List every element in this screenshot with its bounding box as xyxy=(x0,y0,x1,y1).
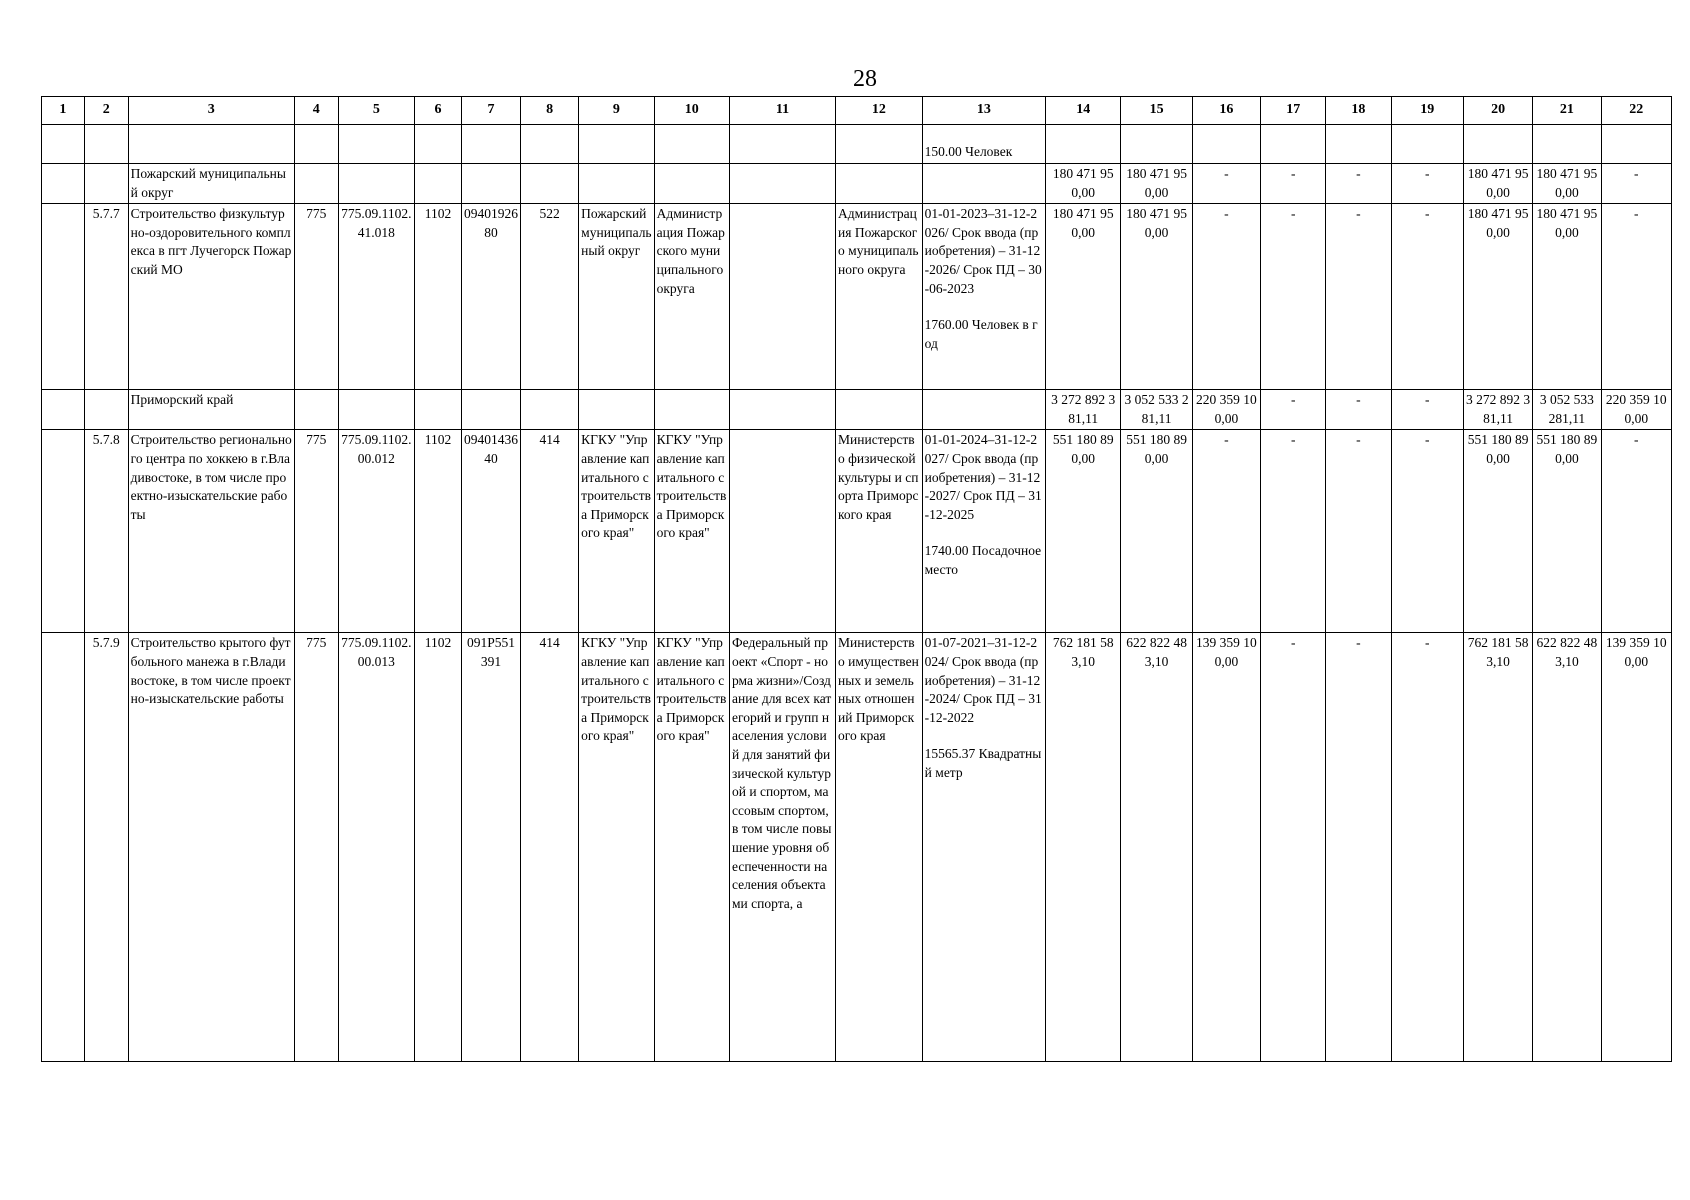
capacity-text: 1740.00 Посадочное место xyxy=(924,543,1042,577)
table-row xyxy=(42,430,1672,633)
cell-col-8 xyxy=(521,164,579,204)
cell-col-3 xyxy=(128,164,294,204)
cell-text: - xyxy=(1290,166,1296,181)
cell-text: - xyxy=(1424,392,1430,408)
cell-col-14 xyxy=(1046,125,1121,164)
cell-col-3 xyxy=(128,204,294,390)
cell-col-5 xyxy=(338,633,414,1062)
cell-col-7 xyxy=(461,390,520,430)
cell-col-9 xyxy=(579,164,654,204)
cell-text: 775 xyxy=(306,206,327,222)
cell-col-10 xyxy=(654,204,729,390)
cell-text: 551 180 890,00 xyxy=(1467,432,1529,466)
cell-text: КГКУ "Управление капитального строительства Приморского края" xyxy=(656,432,727,541)
cell-col-14 xyxy=(1046,430,1121,633)
cell-text: 414 xyxy=(539,635,560,651)
cell-col-7 xyxy=(461,204,520,390)
cell-text: - xyxy=(1290,392,1296,408)
cell-text: - xyxy=(1356,432,1361,448)
cell-text: - xyxy=(1424,206,1430,222)
cell-col-12 xyxy=(836,204,923,390)
cell-text: 01-01-2023–31-12-2026/ Срок ввода (приобретения) – 31-12-2026/ Срок ПД – 30-06-2023 xyxy=(924,206,1042,296)
cell-text: - xyxy=(1634,166,1639,181)
cell-col-15 xyxy=(1121,633,1192,1062)
cell-col-18 xyxy=(1326,125,1391,164)
cell-col-21 xyxy=(1533,125,1601,164)
column-header-1: 1 xyxy=(42,97,85,125)
column-header-7: 7 xyxy=(461,97,520,125)
cell-text: 3 272 892 381,11 xyxy=(1466,392,1531,426)
column-header-20: 20 xyxy=(1463,97,1532,125)
cell-text: 01-07-2021–31-12-2024/ Срок ввода (приобретения) – 31-12-2024/ Срок ПД – 31-12-2022 xyxy=(924,635,1042,725)
column-header-6: 6 xyxy=(415,97,462,125)
cell-col-11 xyxy=(730,430,836,633)
cell-text: - xyxy=(1356,635,1361,651)
cell-col-6 xyxy=(415,125,462,164)
cell-col-3 xyxy=(128,390,294,430)
cell-text: Министерство физической культуры и спорта Приморского края xyxy=(838,432,919,522)
cell-text: 775 xyxy=(306,432,327,448)
cell-text: 775.09.1102.00.013 xyxy=(341,635,412,669)
subtotal-row xyxy=(42,164,1672,204)
column-header-12: 12 xyxy=(836,97,923,125)
cell-col-7 xyxy=(461,164,520,204)
cell-col-6 xyxy=(415,390,462,430)
cell-text: Администрация Пожарского муниципального округа xyxy=(656,206,725,296)
cell-col-1 xyxy=(42,390,85,430)
cell-col-5 xyxy=(338,164,414,204)
cell-col-2 xyxy=(84,390,128,430)
cell-text: Пожарский муниципальный округ xyxy=(581,206,652,259)
cell-col-9 xyxy=(579,430,654,633)
cell-col-14 xyxy=(1046,164,1121,204)
cell-col-9 xyxy=(579,633,654,1062)
cell-col-8 xyxy=(521,430,579,633)
cell-col-17 xyxy=(1261,430,1326,633)
cell-text: 180 471 950,00 xyxy=(1536,206,1598,240)
cell-text: - xyxy=(1290,206,1296,222)
cell-col-3 xyxy=(128,125,294,164)
cell-col-20 xyxy=(1463,430,1532,633)
cell-col-14 xyxy=(1046,390,1121,430)
cell-text: 775 xyxy=(306,635,327,651)
budget-table xyxy=(41,96,1672,1062)
subtotal-row xyxy=(42,390,1672,430)
cell-text: 775.09.1102.41.018 xyxy=(341,206,412,240)
cell-col-2 xyxy=(84,430,128,633)
column-header-13: 13 xyxy=(922,97,1045,125)
cell-col-18 xyxy=(1326,430,1391,633)
cell-text: - xyxy=(1290,432,1296,448)
cell-text: 762 181 583,10 xyxy=(1052,635,1114,669)
cell-col-10 xyxy=(654,430,729,633)
cell-col-4 xyxy=(294,430,338,633)
cell-text: 762 181 583,10 xyxy=(1467,635,1529,669)
cell-col-3 xyxy=(128,633,294,1062)
header-row xyxy=(42,97,1672,125)
cell-col-15 xyxy=(1121,390,1192,430)
cell-col-4 xyxy=(294,125,338,164)
cell-text: - xyxy=(1424,635,1430,651)
column-header-14: 14 xyxy=(1046,97,1121,125)
cell-col-22 xyxy=(1601,430,1671,633)
cell-col-12 xyxy=(836,125,923,164)
cell-text: 1102 xyxy=(424,206,452,222)
cell-col-1 xyxy=(42,430,85,633)
table-row xyxy=(42,125,1672,164)
cell-col-11 xyxy=(730,164,836,204)
cell-text: 1102 xyxy=(424,432,452,448)
cell-col-19 xyxy=(1391,125,1463,164)
cell-text: 551 180 890,00 xyxy=(1052,432,1114,466)
table-row xyxy=(42,204,1672,390)
cell-col-16 xyxy=(1192,633,1260,1062)
column-header-10: 10 xyxy=(654,97,729,125)
cell-col-22 xyxy=(1601,633,1671,1062)
cell-col-13 xyxy=(922,633,1045,1062)
cell-text: - xyxy=(1424,432,1430,448)
capacity-text: 15565.37 Квадратный метр xyxy=(924,746,1042,780)
column-header-18: 18 xyxy=(1326,97,1391,125)
cell-col-4 xyxy=(294,633,338,1062)
cell-col-19 xyxy=(1391,164,1463,204)
cell-col-21 xyxy=(1533,633,1601,1062)
cell-col-16 xyxy=(1192,204,1260,390)
cell-text: 5.7.7 xyxy=(92,206,120,222)
cell-col-1 xyxy=(42,125,85,164)
cell-col-7 xyxy=(461,633,520,1062)
cell-text: 180 471 950,00 xyxy=(1126,206,1187,240)
cell-col-14 xyxy=(1046,633,1121,1062)
column-header-8: 8 xyxy=(521,97,579,125)
cell-text: 1102 xyxy=(424,635,452,651)
cell-col-2 xyxy=(84,204,128,390)
cell-text: КГКУ "Управление капитального строительства Приморского края" xyxy=(581,432,652,541)
column-header-2: 2 xyxy=(84,97,128,125)
cell-text: Пожарский муниципальный округ xyxy=(130,166,286,200)
cell-col-18 xyxy=(1326,164,1391,204)
cell-text: Федеральный проект «Спорт - норма жизни»/Создание для всех категорий и групп населения условий для занятий физической культурой и спортом, массовым спортом, в том числе повышение уровня обеспеченности населения объектами спорта, а xyxy=(732,635,832,911)
cell-col-16 xyxy=(1192,164,1260,204)
cell-col-17 xyxy=(1261,204,1326,390)
cell-col-13 xyxy=(922,390,1045,430)
cell-text: - xyxy=(1634,432,1639,448)
cell-col-20 xyxy=(1463,204,1532,390)
cell-col-12 xyxy=(836,633,923,1062)
cell-col-17 xyxy=(1261,390,1326,430)
cell-col-13 xyxy=(922,430,1045,633)
column-header-5: 5 xyxy=(338,97,414,125)
cell-col-21 xyxy=(1533,204,1601,390)
cell-text: КГКУ "Управление капитального строительства Приморского края" xyxy=(656,635,727,744)
cell-col-11 xyxy=(730,633,836,1062)
cell-text: 775.09.1102.00.012 xyxy=(341,432,412,466)
cell-col-21 xyxy=(1533,430,1601,633)
cell-col-13 xyxy=(922,164,1045,204)
cell-col-4 xyxy=(294,390,338,430)
cell-col-6 xyxy=(415,633,462,1062)
cell-col-1 xyxy=(42,164,85,204)
cell-col-15 xyxy=(1121,164,1192,204)
cell-text: 01-01-2024–31-12-2027/ Срок ввода (приобретения) – 31-12-2027/ Срок ПД – 31-12-2025 xyxy=(924,432,1042,522)
cell-col-6 xyxy=(415,204,462,390)
cell-text: КГКУ "Управление капитального строительства Приморского края" xyxy=(581,635,652,744)
cell-col-22 xyxy=(1601,390,1671,430)
cell-col-15 xyxy=(1121,430,1192,633)
cell-col-9 xyxy=(579,125,654,164)
cell-text: Администрация Пожарского муниципального округа xyxy=(838,206,919,277)
capacity-text: 1760.00 Человек в год xyxy=(924,317,1038,351)
cell-col-18 xyxy=(1326,390,1391,430)
cell-col-15 xyxy=(1121,125,1192,164)
column-header-3: 3 xyxy=(128,97,294,125)
cell-col-11 xyxy=(730,390,836,430)
table-row xyxy=(42,633,1672,1062)
cell-text: 0940143640 xyxy=(464,432,519,466)
cell-text: - xyxy=(1290,635,1296,651)
cell-col-7 xyxy=(461,430,520,633)
cell-col-3 xyxy=(128,430,294,633)
cell-text: 091P551391 xyxy=(467,635,516,669)
cell-col-15 xyxy=(1121,204,1192,390)
cell-text: 180 471 950,00 xyxy=(1126,166,1187,200)
cell-text: 0940192680 xyxy=(464,206,519,240)
cell-text: 551 180 890,00 xyxy=(1126,432,1187,466)
cell-col-12 xyxy=(836,430,923,633)
column-header-16: 16 xyxy=(1192,97,1260,125)
cell-col-20 xyxy=(1463,390,1532,430)
cell-col-20 xyxy=(1463,164,1532,204)
cell-text: Министерство имущественных и земельных отношений Приморского края xyxy=(838,635,919,744)
cell-text: 622 822 483,10 xyxy=(1126,635,1187,669)
column-header-9: 9 xyxy=(579,97,654,125)
cell-col-17 xyxy=(1261,125,1326,164)
cell-text: 180 471 950,00 xyxy=(1467,166,1529,200)
cell-text: 220 359 100,00 xyxy=(1196,392,1257,426)
cell-text: 139 359 100,00 xyxy=(1605,635,1667,669)
cell-col-18 xyxy=(1326,633,1391,1062)
cell-text: - xyxy=(1356,206,1361,222)
cell-col-8 xyxy=(521,633,579,1062)
cell-col-20 xyxy=(1463,633,1532,1062)
column-header-21: 21 xyxy=(1533,97,1601,125)
cell-col-1 xyxy=(42,204,85,390)
cell-col-9 xyxy=(579,204,654,390)
cell-col-22 xyxy=(1601,164,1671,204)
cell-text: 622 822 483,10 xyxy=(1536,635,1598,669)
column-header-15: 15 xyxy=(1121,97,1192,125)
cell-col-2 xyxy=(84,164,128,204)
cell-col-16 xyxy=(1192,390,1260,430)
cell-text: 139 359 100,00 xyxy=(1196,635,1257,669)
cell-col-19 xyxy=(1391,390,1463,430)
page-number: 28 xyxy=(853,66,877,92)
cell-col-7 xyxy=(461,125,520,164)
cell-col-8 xyxy=(521,125,579,164)
cell-text: - xyxy=(1634,206,1639,222)
cell-text: 180 471 950,00 xyxy=(1467,206,1529,240)
cell-col-10 xyxy=(654,164,729,204)
cell-col-20 xyxy=(1463,125,1532,164)
cell-col-5 xyxy=(338,390,414,430)
cell-text: Строительство физкультурно-оздоровительного комплекса в пгт Лучегорск Пожарский МО xyxy=(130,206,292,277)
cell-col-8 xyxy=(521,204,579,390)
column-header-19: 19 xyxy=(1391,97,1463,125)
cell-text: 522 xyxy=(539,206,560,222)
cell-col-12 xyxy=(836,390,923,430)
cell-col-8 xyxy=(521,390,579,430)
cell-text: - xyxy=(1224,206,1229,222)
column-header-4: 4 xyxy=(294,97,338,125)
cell-text: 180 471 950,00 xyxy=(1536,166,1598,200)
cell-text: 180 471 950,00 xyxy=(1052,206,1114,240)
cell-col-22 xyxy=(1601,125,1671,164)
cell-col-2 xyxy=(84,125,128,164)
cell-col-10 xyxy=(654,633,729,1062)
cell-col-13 xyxy=(922,125,1045,164)
cell-col-16 xyxy=(1192,430,1260,633)
cell-text: 5.7.8 xyxy=(92,432,120,448)
cell-col-17 xyxy=(1261,633,1326,1062)
cell-col-5 xyxy=(338,204,414,390)
cell-text: - xyxy=(1224,166,1229,181)
cell-col-6 xyxy=(415,430,462,633)
cell-text: - xyxy=(1356,166,1361,181)
cell-col-19 xyxy=(1391,430,1463,633)
cell-text: 3 052 533 281,11 xyxy=(1124,392,1189,426)
cell-text: 3 272 892 381,11 xyxy=(1051,392,1116,426)
cell-col-18 xyxy=(1326,204,1391,390)
cell-text: Приморский край xyxy=(130,392,234,408)
cell-text: - xyxy=(1224,432,1229,448)
cell-col-16 xyxy=(1192,125,1260,164)
cell-col-10 xyxy=(654,125,729,164)
cell-col-11 xyxy=(730,204,836,390)
cell-col-21 xyxy=(1533,164,1601,204)
cell-col-5 xyxy=(338,125,414,164)
cell-col-19 xyxy=(1391,204,1463,390)
cell-col-11 xyxy=(730,125,836,164)
column-header-11: 11 xyxy=(730,97,836,125)
cell-col-10 xyxy=(654,390,729,430)
cell-text: Строительство крытого футбольного манежа в г.Владивостоке, в том числе проектно-изыскательские работы xyxy=(130,635,291,707)
cell-text: 180 471 950,00 xyxy=(1052,166,1114,200)
cell-col-22 xyxy=(1601,204,1671,390)
cell-text: 551 180 890,00 xyxy=(1536,432,1598,466)
cell-col-21 xyxy=(1533,390,1601,430)
cell-col-2 xyxy=(84,633,128,1062)
column-header-22: 22 xyxy=(1601,97,1671,125)
cell-text: 150.00 Человек xyxy=(924,144,1013,160)
cell-text: 5.7.9 xyxy=(92,635,120,651)
cell-text: 220 359 100,00 xyxy=(1605,392,1667,426)
cell-col-9 xyxy=(579,390,654,430)
cell-text: 3 052 533 281,11 xyxy=(1539,392,1594,426)
cell-text: - xyxy=(1356,392,1361,408)
cell-col-17 xyxy=(1261,164,1326,204)
cell-col-14 xyxy=(1046,204,1121,390)
cell-text: - xyxy=(1424,166,1430,181)
cell-col-6 xyxy=(415,164,462,204)
cell-col-5 xyxy=(338,430,414,633)
cell-col-13 xyxy=(922,204,1045,390)
cell-col-4 xyxy=(294,204,338,390)
cell-text: Строительство регионального центра по хоккею в г.Владивостоке, в том числе проектно-изыскательские работы xyxy=(130,432,292,522)
cell-text: 414 xyxy=(539,432,560,448)
cell-col-4 xyxy=(294,164,338,204)
column-header-17: 17 xyxy=(1261,97,1326,125)
cell-col-1 xyxy=(42,633,85,1062)
cell-col-19 xyxy=(1391,633,1463,1062)
cell-col-12 xyxy=(836,164,923,204)
